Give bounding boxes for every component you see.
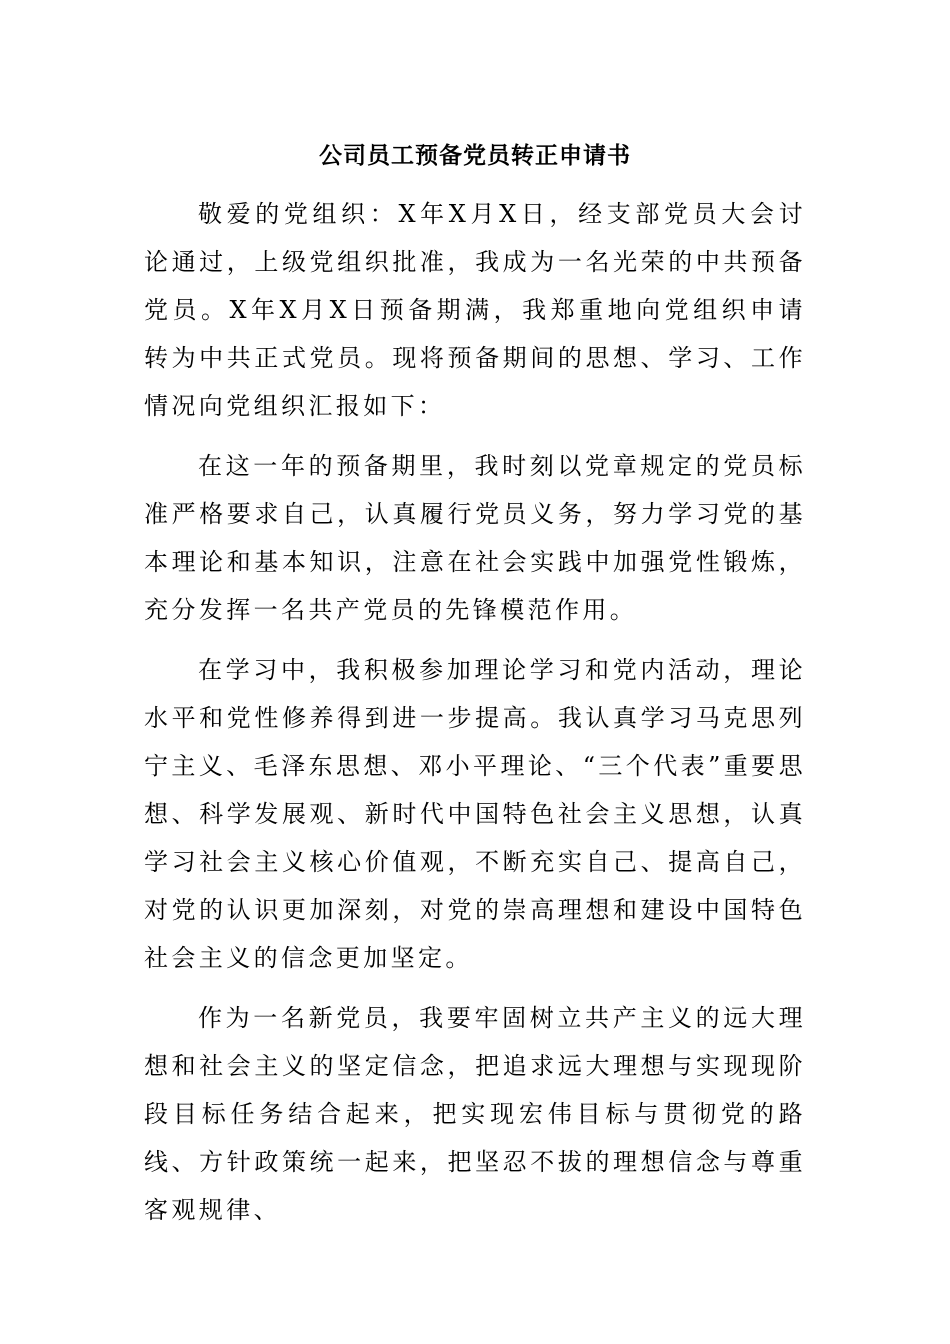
paragraph-1: 敬爱的党组织：X年X月X日，经支部党员大会讨论通过，上级党组织批准，我成为一名光荣的中共预备党员。X年X月X日预备期满，我郑重地向党组织申请转为中共正式党员。现将预备期间的思想、学习、工作情况向党组织汇报如下：	[144, 200, 806, 420]
paragraph-4: 作为一名新党员，我要牢固树立共产主义的远大理想和社会主义的坚定信念，把追求远大理想与实现现阶段目标任务结合起来，把实现宏伟目标与贯彻党的路线、方针政策统一起来，把坚忍不拔的理想信念与尊重客观规律、	[144, 1004, 806, 1224]
paragraph-2: 在这一年的预备期里，我时刻以党章规定的党员标准严格要求自己，认真履行党员义务，努力学习党的基本理论和基本知识，注意在社会实践中加强党性锻炼，充分发挥一名共产党员的先锋模范作用。	[144, 452, 806, 624]
paragraph-3: 在学习中，我积极参加理论学习和党内活动，理论水平和党性修养得到进一步提高。我认真学习马克思列宁主义、毛泽东思想、邓小平理论、“三个代表”重要思想、科学发展观、新时代中国特色社会主义思想，认真学习社会主义核心价值观，不断充实自己、提高自己，对党的认识更加深刻，对党的崇高理想和建设中国特色社会主义的信念更加坚定。	[144, 656, 806, 972]
document-body	[144, 190, 806, 1246]
document-title: 公司员工预备党员转正申请书	[319, 142, 631, 169]
